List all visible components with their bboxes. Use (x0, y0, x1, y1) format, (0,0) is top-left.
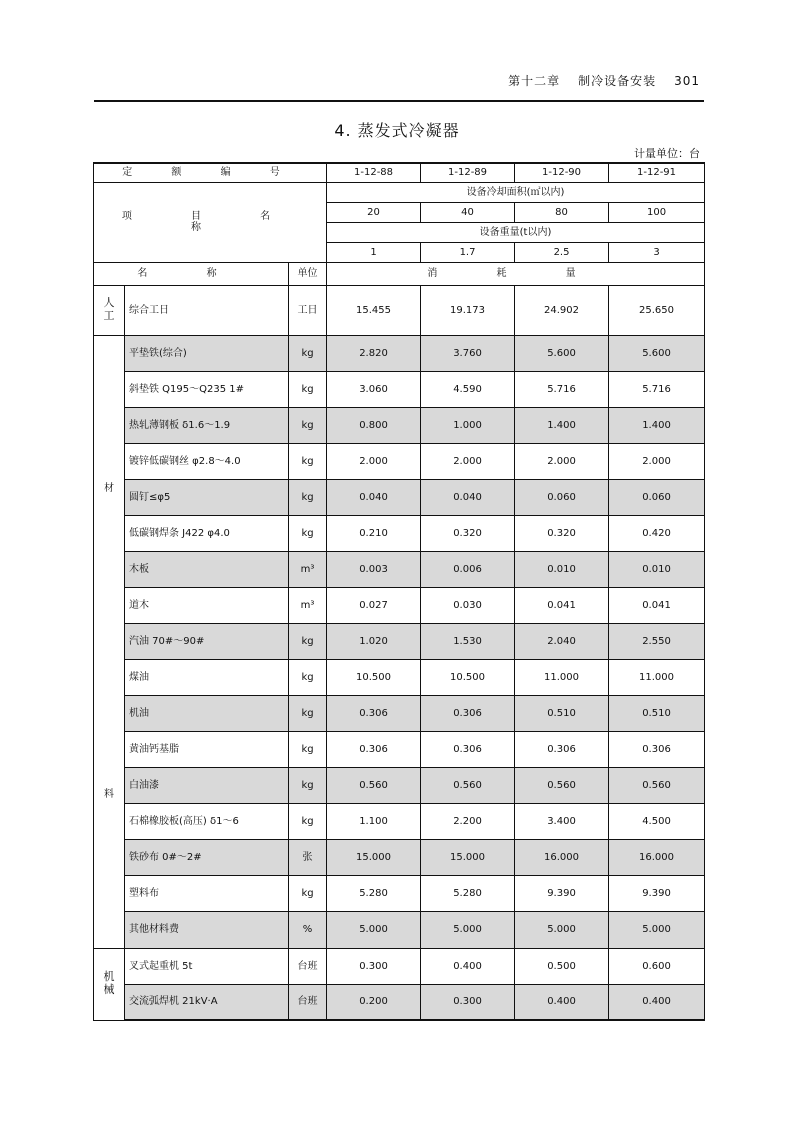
value-cell: 0.400 (515, 984, 609, 1020)
item-name: 斜垫铁 Q195～Q235 1# (125, 371, 289, 407)
item-name: 汽油 70#～90# (125, 623, 289, 659)
item-unit: kg (289, 407, 327, 443)
labor-row (94, 285, 705, 335)
value-cell: 0.306 (327, 695, 421, 731)
value-cell: 5.000 (515, 912, 609, 948)
item-name: 圆钉≤φ5 (125, 479, 289, 515)
item-unit: kg (289, 479, 327, 515)
materials-row (94, 804, 705, 840)
value-cell: 0.306 (421, 695, 515, 731)
value-cell: 0.400 (421, 948, 515, 984)
machinery-row (94, 948, 705, 984)
value-cell: 1.400 (609, 407, 705, 443)
value-cell: 5.000 (609, 912, 705, 948)
col-name-header: 名 称 (94, 262, 289, 285)
value-cell: 3.060 (327, 371, 421, 407)
value-cell: 0.510 (609, 695, 705, 731)
value-cell: 2.200 (421, 804, 515, 840)
materials-row (94, 479, 705, 515)
code-row (94, 163, 705, 182)
item-name: 铁砂布 0#～2# (125, 840, 289, 876)
value-cell: 4.590 (421, 371, 515, 407)
item-name: 交流弧焊机 21kV·A (125, 984, 289, 1020)
value-cell: 0.040 (421, 479, 515, 515)
value-cell: 0.560 (421, 768, 515, 804)
value-cell: 0.306 (515, 732, 609, 768)
weight-cell: 1 (327, 242, 421, 262)
value-cell: 0.300 (327, 948, 421, 984)
item-unit: kg (289, 623, 327, 659)
weight-group-label: 设备重量(t以内) (327, 222, 705, 242)
value-cell: 0.560 (327, 768, 421, 804)
value-cell: 16.000 (515, 840, 609, 876)
item-unit: kg (289, 804, 327, 840)
weight-cell: 3 (609, 242, 705, 262)
value-cell: 25.650 (609, 285, 705, 335)
value-cell: 1.100 (327, 804, 421, 840)
value-cell: 0.320 (515, 515, 609, 551)
item-unit: kg (289, 732, 327, 768)
value-cell: 2.040 (515, 623, 609, 659)
value-cell: 1.400 (515, 407, 609, 443)
code-cell: 1-12-90 (515, 163, 609, 182)
value-cell: 0.040 (327, 479, 421, 515)
value-cell: 5.280 (327, 876, 421, 912)
materials-row (94, 587, 705, 623)
value-cell: 0.306 (327, 732, 421, 768)
materials-row (94, 551, 705, 587)
value-cell: 0.300 (421, 984, 515, 1020)
value-cell: 11.000 (515, 659, 609, 695)
value-cell: 0.306 (609, 732, 705, 768)
materials-category (94, 335, 125, 948)
category-char: 材 (104, 483, 114, 494)
area-cell: 100 (609, 202, 705, 222)
machinery-category (94, 948, 125, 1020)
materials-row (94, 443, 705, 479)
materials-row (94, 407, 705, 443)
value-cell: 0.027 (327, 587, 421, 623)
value-cell: 0.041 (609, 587, 705, 623)
area-cell: 80 (515, 202, 609, 222)
area-group-row (94, 182, 705, 202)
section-title: 4. 蒸发式冷凝器 (334, 121, 460, 140)
item-name: 平垫铁(综合) (125, 335, 289, 371)
value-cell: 0.210 (327, 515, 421, 551)
value-cell: 0.060 (515, 479, 609, 515)
value-cell: 0.030 (421, 587, 515, 623)
value-cell: 0.320 (421, 515, 515, 551)
materials-row (94, 659, 705, 695)
value-cell: 3.760 (421, 335, 515, 371)
materials-row (94, 912, 705, 948)
item-name: 石棉橡胶板(高压) δ1～6 (125, 804, 289, 840)
item-name: 塑料布 (125, 876, 289, 912)
value-cell: 9.390 (609, 876, 705, 912)
value-cell: 0.003 (327, 551, 421, 587)
item-unit: kg (289, 335, 327, 371)
value-cell: 0.800 (327, 407, 421, 443)
value-cell: 0.200 (327, 984, 421, 1020)
item-name: 煤油 (125, 659, 289, 695)
value-cell: 15.000 (327, 840, 421, 876)
item-name: 黄油钙基脂 (125, 732, 289, 768)
value-cell: 2.000 (515, 443, 609, 479)
value-cell: 1.530 (421, 623, 515, 659)
page-header (508, 72, 700, 89)
weight-cell: 1.7 (421, 242, 515, 262)
chapter-label: 第十二章 (508, 74, 561, 88)
value-cell: 2.000 (327, 443, 421, 479)
value-cell: 0.041 (515, 587, 609, 623)
labor-category (94, 285, 125, 335)
quota-table (93, 162, 705, 1021)
weight-cell: 2.5 (515, 242, 609, 262)
area-group-label: 设备冷却面积(㎡以内) (327, 182, 705, 202)
value-cell: 0.560 (609, 768, 705, 804)
item-name: 叉式起重机 5t (125, 948, 289, 984)
materials-row (94, 732, 705, 768)
item-unit: m³ (289, 551, 327, 587)
item-unit: kg (289, 515, 327, 551)
value-cell: 0.010 (515, 551, 609, 587)
item-name: 白油漆 (125, 768, 289, 804)
item-unit: kg (289, 443, 327, 479)
code-cell: 1-12-88 (327, 163, 421, 182)
code-label: 定 额 编 号 (94, 163, 327, 182)
item-unit: kg (289, 768, 327, 804)
item-name: 低碳钢焊条 J422 φ4.0 (125, 515, 289, 551)
value-cell: 0.600 (609, 948, 705, 984)
item-name: 镀锌低碳钢丝 φ2.8～4.0 (125, 443, 289, 479)
value-cell: 10.500 (421, 659, 515, 695)
materials-row (94, 876, 705, 912)
value-cell: 5.600 (515, 335, 609, 371)
value-cell: 2.000 (421, 443, 515, 479)
unit-note: 计量单位：台 (634, 147, 700, 160)
value-cell: 2.550 (609, 623, 705, 659)
category-label: 人工 (103, 296, 115, 322)
category-char: 料 (104, 789, 114, 800)
item-unit: kg (289, 876, 327, 912)
item-name: 机油 (125, 695, 289, 731)
value-cell: 0.560 (515, 768, 609, 804)
materials-row (94, 515, 705, 551)
value-cell: 0.510 (515, 695, 609, 731)
value-cell: 5.000 (327, 912, 421, 948)
section-label: 制冷设备安装 (578, 74, 657, 88)
item-name: 其他材料费 (125, 912, 289, 948)
value-cell: 0.400 (609, 984, 705, 1020)
value-cell: 1.020 (327, 623, 421, 659)
value-cell: 0.010 (609, 551, 705, 587)
item-name: 木板 (125, 551, 289, 587)
value-cell: 0.420 (609, 515, 705, 551)
item-unit: m³ (289, 587, 327, 623)
item-unit: % (289, 912, 327, 948)
value-cell: 0.500 (515, 948, 609, 984)
value-cell: 2.000 (609, 443, 705, 479)
area-cell: 40 (421, 202, 515, 222)
value-cell: 0.306 (421, 732, 515, 768)
value-cell: 9.390 (515, 876, 609, 912)
materials-row (94, 623, 705, 659)
materials-row (94, 335, 705, 371)
value-cell: 19.173 (421, 285, 515, 335)
value-cell: 5.716 (609, 371, 705, 407)
value-cell: 11.000 (609, 659, 705, 695)
item-unit: kg (289, 371, 327, 407)
item-name: 道木 (125, 587, 289, 623)
category-label: 机械 (103, 970, 115, 996)
value-cell: 5.280 (421, 876, 515, 912)
page-number: 301 (674, 74, 700, 88)
item-unit: 张 (289, 840, 327, 876)
value-cell: 10.500 (327, 659, 421, 695)
item-name: 热轧薄钢板 δ1.6～1.9 (125, 407, 289, 443)
value-cell: 5.600 (609, 335, 705, 371)
value-cell: 2.820 (327, 335, 421, 371)
value-cell: 3.400 (515, 804, 609, 840)
item-name-label: 项 目 名 称 (94, 182, 327, 262)
item-unit: kg (289, 659, 327, 695)
column-header-row (94, 262, 705, 285)
code-cell: 1-12-89 (421, 163, 515, 182)
header-rule (94, 100, 704, 102)
item-unit: 台班 (289, 984, 327, 1020)
value-cell: 5.716 (515, 371, 609, 407)
code-cell: 1-12-91 (609, 163, 705, 182)
value-cell: 0.006 (421, 551, 515, 587)
value-cell: 5.000 (421, 912, 515, 948)
col-unit-header: 单位 (289, 262, 327, 285)
value-cell: 24.902 (515, 285, 609, 335)
item-unit: kg (289, 695, 327, 731)
value-cell: 15.455 (327, 285, 421, 335)
value-cell: 1.000 (421, 407, 515, 443)
materials-row (94, 695, 705, 731)
item-name: 综合工日 (125, 285, 289, 335)
value-cell: 15.000 (421, 840, 515, 876)
col-consumption-header: 消 耗 量 (327, 262, 705, 285)
item-unit: 工日 (289, 285, 327, 335)
value-cell: 0.060 (609, 479, 705, 515)
value-cell: 16.000 (609, 840, 705, 876)
materials-row (94, 840, 705, 876)
materials-row (94, 768, 705, 804)
item-unit: 台班 (289, 948, 327, 984)
area-cell: 20 (327, 202, 421, 222)
materials-row (94, 371, 705, 407)
value-cell: 4.500 (609, 804, 705, 840)
machinery-row (94, 984, 705, 1020)
